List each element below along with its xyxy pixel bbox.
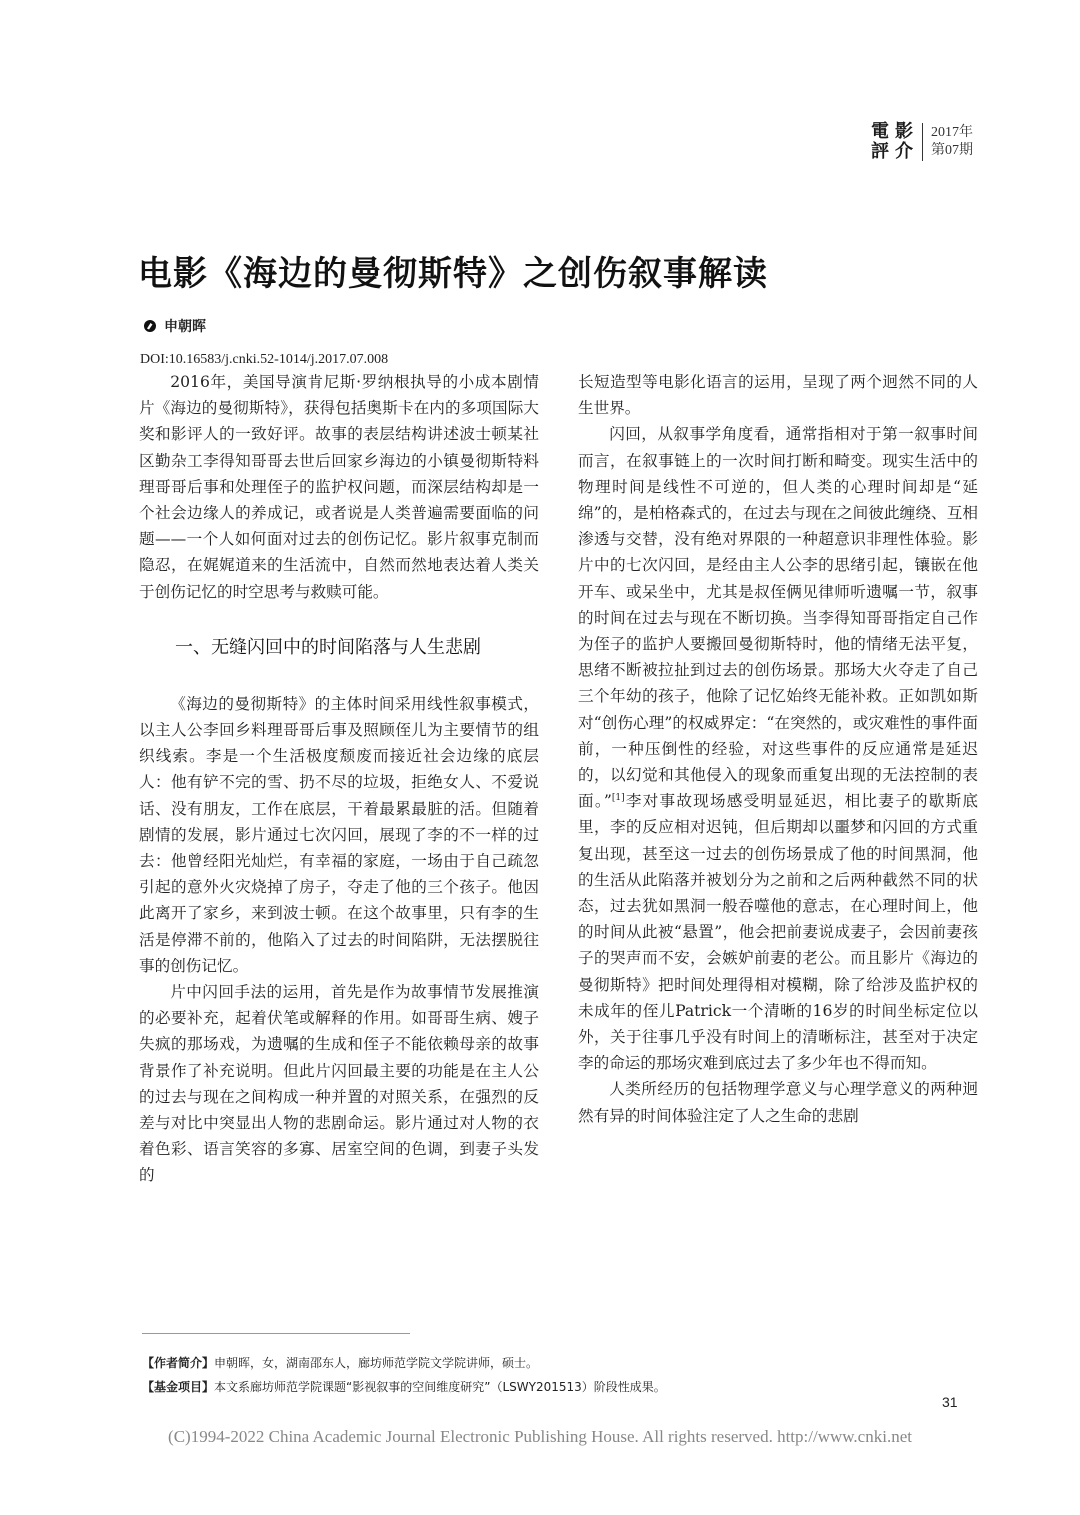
footnotes — [142, 1351, 962, 1399]
paragraph-text: 李对事故现场感受明显延迟，相比妻子的歇斯底里，李的反应相对迟钝，但后期却以噩梦和闪回的方式重复出现，甚至这一过去的创伤场景成了他的时间黑洞，他的生活从此陷落并被划分为之前和之后两种截然不同的状态，过去犹如黑洞一般吞噬他的意志，在心理时间上，他的时间从此被“悬置”，他会把前妻说成妻子，会因前妻孩子的哭声而不安，会嫉妒前妻的老公。而且影片《海边的曼彻斯特》把时间处理得相对模糊，除了给涉及监护权的未成年的侄儿Patrick一个清晰的16岁的时间坐标定位以外，关于往事几乎没有时间上的清晰标注，甚至对于决定李的命运的那场灾难到底过去了多少年也不得而知。 — [578, 792, 978, 1073]
article-title: 电影《海边的曼彻斯特》之创伤叙事解读 — [138, 254, 768, 294]
footnote-divider — [142, 1333, 410, 1334]
paragraph: 2016年，美国导演肯尼斯·罗纳根执导的小成本剧情片《海边的曼彻斯特》，获得包括奥斯卡在内的多项国际大奖和影评人的一致好评。故事的表层结构讲述波士顿某社区勤杂工李得知哥哥去世后回家乡海边的小镇曼彻斯特料理哥哥后事和处理侄子的监护权问题，而深层结构却是一个社会边缘人的养成记，或者说是人类普遍需要面临的问题——一个人如何面对过去的创伤记忆。影片叙事克制而隐忍，在娓娓道来的生活流中，自然而然地表达着人类关于创伤记忆的时空思考与救赎可能。 — [139, 373, 539, 601]
right-column — [578, 369, 978, 1129]
author-bio-label: 【作者简介】 — [142, 1356, 215, 1370]
author-marker-icon — [144, 320, 156, 332]
paragraph-text: 闪回，从叙事学角度看，通常指相对于第一叙事时间而言，在叙事链上的一次时间打断和畸变。现实生活中的物理时间是线性不可逆的，但人类的心理时间却是“延绵”的，是柏格森式的，在过去与现在之间彼此缠绕、互相渗透与交替，没有绝对界限的一种超意识非理性体验。影片中的七次闪回，是经由主人公李的思绪引起，镶嵌在他开车、或呆坐中，尤其是叔侄俩见律师听遗嘱一节，叙事的时间在过去与现在不断切换。当李得知哥哥指定自己作为侄子的监护人要搬回曼彻斯特时，他的情绪无法平复，思绪不断被拉扯到过去的创伤场景。那场大火夺走了自己三个年幼的孩子，他除了记忆始终无能补救。正如凯如斯对“创伤心理”的权威界定：“在突然的，或灾难性的事件面前，一种压倒性的经验，对这些事件的反应通常是延迟的，以幻觉和其他侵入的现象而重复出现的无法控制的表面。” — [578, 425, 978, 811]
paragraph: 人类所经历的包括物理学意义与心理学意义的两种迥然有异的时间体验注定了人之生命的悲剧 — [578, 1080, 978, 1125]
issue-number: 第07期 — [931, 143, 973, 158]
journal-logo — [868, 122, 916, 162]
issue-year: 2017年 — [931, 125, 973, 140]
copyright-notice: (C)1994-2022 China Academic Journal Electronic Publishing House. All rights reserved. http://www.cnki.net — [168, 1427, 912, 1446]
paragraph: 《海边的曼彻斯特》的主体时间采用线性叙事模式，以主人公李回乡料理哥哥后事及照顾侄儿为主要情节的组织线索。李是一个生活极度颓废而接近社会边缘的底层人：他有铲不完的雪、扔不尽的垃圾，拒绝女人、不爱说话、没有朋友，工作在底层，干着最累最脏的活。但随着剧情的发展，影片通过七次闪回，展现了李的不一样的过去：他曾经阳光灿烂，有幸福的家庭，一场由于自己疏忽引起的意外火灾烧掉了房子，夺走了他的三个孩子。他因此离开了家乡，来到波士顿。在这个故事里，只有李的生活是停滞不前的，他陷入了过去的时间陷阱，无法摆脱往事的创伤记忆。 — [139, 694, 539, 975]
paragraph — [578, 421, 978, 1076]
fund-text: 本文系廊坊师范学院课题“影视叙事的空间维度研究”（LSWY201513）阶段性成果。 — [214, 1380, 666, 1394]
section-heading: 一、无缝闪回中的时间陷落与人生悲剧 — [175, 636, 481, 658]
fund-info — [142, 1375, 962, 1399]
logo-char: 電 — [871, 121, 889, 142]
doi: DOI:10.16583/j.cnki.52-1014/j.2017.07.008 — [140, 352, 389, 367]
masthead-divider — [922, 123, 923, 161]
author-line — [144, 316, 206, 336]
journal-masthead — [868, 122, 973, 162]
author-bio-text: 申朝晖，女，湖南邵东人，廊坊师范学院文学院讲师，硕士。 — [214, 1356, 539, 1370]
fund-label: 【基金项目】 — [142, 1380, 215, 1394]
logo-char: 評 — [871, 141, 889, 162]
author-bio — [142, 1351, 962, 1375]
paragraph: 片中闪回手法的运用，首先是作为故事情节发展推演的必要补充，起着伏笔或解释的作用。如哥哥生病、嫂子失疯的那场戏，为遗嘱的生成和侄子不能依赖母亲的故事背景作了补充说明。但此片闪回最主要的功能是在主人公的过去与现在之间构成一种并置的对照关系，在强烈的反差与对比中突显出人物的悲剧命运。影片通过对人物的衣着色彩、语言笑容的多寡、居室空间的色调，到妻子头发的 — [139, 983, 539, 1185]
logo-char: 介 — [895, 141, 913, 162]
author-name: 申朝晖 — [164, 319, 206, 335]
left-column — [139, 369, 539, 1189]
logo-char: 影 — [895, 121, 913, 142]
paragraph: 长短造型等电影化语言的运用，呈现了两个迥然不同的人生世界。 — [578, 373, 978, 418]
issue-info — [931, 124, 973, 160]
citation-ref[interactable]: [1] — [611, 793, 625, 804]
page-number: 31 — [942, 1394, 958, 1410]
